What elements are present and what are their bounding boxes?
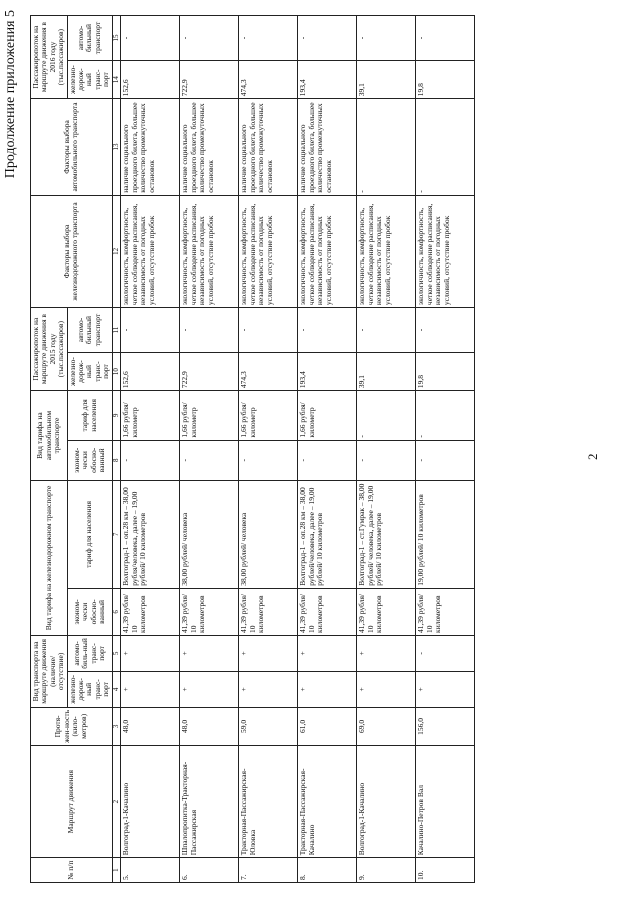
rail-presence: + (180, 671, 239, 707)
road-presence: + (121, 635, 180, 671)
row-number: 6. (180, 858, 239, 883)
subheader-auto-econ: эконом-чески обосно-ванный (67, 440, 112, 480)
rail-pop-tariff: Волгоград-1 – оп.28 км – 38,00 рублей/человека, далее – 19,00 рублей/ 10 километров (298, 480, 357, 588)
flow-2016-rail: 474,3 (239, 61, 298, 99)
road-presence: + (239, 635, 298, 671)
rail-presence: + (298, 671, 357, 707)
header-length: Протя-жен-ность (кило-метров) (31, 707, 113, 745)
header-rail-tariff: Вид тарифа на железнодорожном транспорте (31, 480, 68, 635)
flow-2016-road: - (357, 16, 416, 61)
header-route: Маршрут движения (31, 746, 113, 858)
flow-2015-road: - (121, 308, 180, 353)
road-presence: - (416, 635, 475, 671)
subheader-2016-road: автомо-бильный транспорт (67, 16, 112, 61)
route-length: 156,0 (416, 707, 475, 745)
flow-2016-rail: 19,8 (416, 61, 475, 99)
route-name: Качалино-Петров Вал (416, 746, 475, 858)
auto-econ-tariff: - (357, 440, 416, 480)
column-number: 4 (112, 671, 121, 707)
flow-2016-road: - (298, 16, 357, 61)
rail-choice-factors: экологичность, комфортность, четкое соблюдение расписания, независимость от погодных условий, отсутствие пробок (180, 195, 239, 307)
column-number: 15 (112, 16, 121, 61)
header-transport-type: Вид транспорта на маршруте движения (наличие/отсутствие) (31, 635, 68, 707)
flow-2015-rail: 722,9 (180, 352, 239, 390)
route-length: 48,0 (121, 707, 180, 745)
rail-pop-tariff: Волгоград-1 – оп.28 км – 38,00 рубля/человека, далее – 19,00 рублей/ 10 километров (121, 480, 180, 588)
column-number: 10 (112, 352, 121, 390)
column-number: 9 (112, 391, 121, 440)
rail-econ-tariff: 41,39 рубля/ 10 километров (298, 588, 357, 635)
row-number: 9. (357, 858, 416, 883)
rail-choice-factors: экологичность, комфортность, четкое соблюдение расписания, независимость от погодных условий, отсутствие пробок (298, 195, 357, 307)
route-name: Шпалопропитка-Тракторная-Пассажирская (180, 746, 239, 858)
route-length: 48,0 (180, 707, 239, 745)
table-row (298, 16, 357, 883)
route-name: Тракторная-Пассажирская-Качалино (298, 746, 357, 858)
rail-presence: + (416, 671, 475, 707)
column-number: 5 (112, 635, 121, 671)
flow-2016-road: - (180, 16, 239, 61)
header-factors-auto: Факторы выбора автомобильного транспорта (31, 99, 113, 196)
flow-2016-road: - (239, 16, 298, 61)
route-length: 59,0 (239, 707, 298, 745)
column-number: 11 (112, 308, 121, 353)
column-number: 8 (112, 440, 121, 480)
table-row (357, 16, 416, 883)
route-length: 69,0 (357, 707, 416, 745)
flow-2016-rail: 193,4 (298, 61, 357, 99)
row-number: 7. (239, 858, 298, 883)
auto-econ-tariff: - (239, 440, 298, 480)
subheader-2015-rail: железно-дорож-ный транс-порт (67, 352, 112, 390)
auto-pop-tariff: 1,66 рубля/ километр (239, 391, 298, 440)
row-number: 5. (121, 858, 180, 883)
header-num: № п/п (31, 858, 113, 883)
road-presence: + (298, 635, 357, 671)
column-number: 6 (112, 588, 121, 635)
rail-econ-tariff: 41,39 рубля/ 10 километров (239, 588, 298, 635)
route-name: Тракторная-Пассажирская-Юловка (239, 746, 298, 858)
subheader-2016-rail: железно-дорож-ный транс-порт (67, 61, 112, 99)
rail-econ-tariff: 41,39 рубля/ 10 километров (180, 588, 239, 635)
page-number: 2 (585, 453, 600, 460)
rail-choice-factors: экологичность, комфортность, четкое соблюдение расписания, независимость от погодных условий, отсутствие пробок (239, 195, 298, 307)
rail-choice-factors: экологичность, комфортность, четкое соблюдение расписания, независимость от погодных условий, отсутствие пробок (121, 195, 180, 307)
auto-econ-tariff: - (298, 440, 357, 480)
auto-pop-tariff: 1,66 рубля/ километр (298, 391, 357, 440)
auto-econ-tariff: - (180, 440, 239, 480)
header-factors-rail: Факторы выбора железнодорожного транспорта (31, 195, 113, 307)
road-presence: + (180, 635, 239, 671)
subheader-2015-road: автомо-бильный транспорт (67, 308, 112, 353)
rail-presence: + (239, 671, 298, 707)
table-row (416, 16, 475, 883)
flow-2015-rail: 19,8 (416, 352, 475, 390)
rail-pop-tariff: 38,00 рублей/ человека (239, 480, 298, 588)
column-number: 12 (112, 195, 121, 307)
flow-2015-road: - (298, 308, 357, 353)
auto-pop-tariff: - (416, 391, 475, 440)
rail-pop-tariff: 19,00 рублей/ 10 километров (416, 480, 475, 588)
subheader-rail: железно-дорож-ный транс-порт (67, 671, 112, 707)
row-number: 10. (416, 858, 475, 883)
column-number: 3 (112, 707, 121, 745)
flow-2015-road: - (357, 308, 416, 353)
subheader-auto-pop: тариф для населения (67, 391, 112, 440)
flow-2016-road: - (416, 16, 475, 61)
column-number: 1 (112, 858, 121, 883)
header-flow-2015: Пассажиропоток на маршруте движения в 2015 году (тыс.пассажиров) (31, 308, 68, 391)
rail-pop-tariff: 38,00 рублей/ человека (180, 480, 239, 588)
table-row (121, 16, 180, 883)
rail-presence: + (357, 671, 416, 707)
auto-choice-factors: - (416, 99, 475, 196)
table-row (239, 16, 298, 883)
subheader-road: автомо-биль-ный транс-порт (67, 635, 112, 671)
table-body (121, 16, 475, 883)
flow-2015-road: - (416, 308, 475, 353)
auto-pop-tariff: 1,66 рубля/ километр (180, 391, 239, 440)
auto-pop-tariff: 1,66 рубля/ километр (121, 391, 180, 440)
auto-choice-factors: наличие социального проездного билета, большее количество промежуточных остановок (298, 99, 357, 196)
rail-econ-tariff: 41,39 рубля/ 10 километров (357, 588, 416, 635)
auto-econ-tariff: - (121, 440, 180, 480)
auto-choice-factors: наличие социального проездного билета, большее количество промежуточных остановок (239, 99, 298, 196)
rail-pop-tariff: Волгоград-1 – ст.Гумрак – 38,00 рублей/ человека, далее – 19,00 рублей/ 10 километров (357, 480, 416, 588)
column-number: 13 (112, 99, 121, 196)
auto-choice-factors: наличие социального проездного билета, большее количество промежуточных остановок (121, 99, 180, 196)
flow-2016-road: - (121, 16, 180, 61)
column-numbers-row (112, 16, 121, 883)
flow-2015-rail: 193,4 (298, 352, 357, 390)
subheader-rail-pop: тариф для населения (67, 480, 112, 588)
auto-econ-tariff: - (416, 440, 475, 480)
rail-econ-tariff: 41,39 рубля/ 10 километров (121, 588, 180, 635)
header-auto-tariff: Вид тарифа на автомобильном транспорте (31, 391, 68, 481)
column-number: 14 (112, 61, 121, 99)
flow-2015-rail: 39,1 (357, 352, 416, 390)
rail-econ-tariff: 41,39 рубля/ 10 километров (416, 588, 475, 635)
row-number: 8. (298, 858, 357, 883)
road-presence: + (357, 635, 416, 671)
rail-choice-factors: экологичность, комфортность, четкое соблюдение расписания, независимость от погодных условий, отсутствие пробок (416, 195, 475, 307)
header-flow-2016: Пассажиропоток на маршруте движения в 2016 году (тыс.пассажиров) (31, 16, 68, 99)
flow-2016-rail: 722,9 (180, 61, 239, 99)
flow-2016-rail: 152,6 (121, 61, 180, 99)
route-name: Волгоград-1-Качалино (121, 746, 180, 858)
table-row (180, 16, 239, 883)
column-number: 2 (112, 746, 121, 858)
auto-choice-factors: - (357, 99, 416, 196)
subheader-rail-econ: эконом-чески обосно-ванный (67, 588, 112, 635)
rail-choice-factors: экологичность, комфортность, четкое соблюдение расписания, независимость от погодных условий, отсутствие пробок (357, 195, 416, 307)
route-name: Волгоград-1-Качалино (357, 746, 416, 858)
rail-presence: + (121, 671, 180, 707)
auto-choice-factors: наличие социального проездного билета, большее количество промежуточных остановок (180, 99, 239, 196)
flow-2016-rail: 39,1 (357, 61, 416, 99)
auto-pop-tariff: - (357, 391, 416, 440)
flow-2015-road: - (180, 308, 239, 353)
route-length: 61,0 (298, 707, 357, 745)
column-number: 7 (112, 480, 121, 588)
flow-2015-rail: 474,3 (239, 352, 298, 390)
flow-2015-rail: 152,6 (121, 352, 180, 390)
flow-2015-road: - (239, 308, 298, 353)
transport-routes-table (30, 15, 475, 883)
appendix-title: Продолжение приложения 5 (3, 10, 18, 179)
